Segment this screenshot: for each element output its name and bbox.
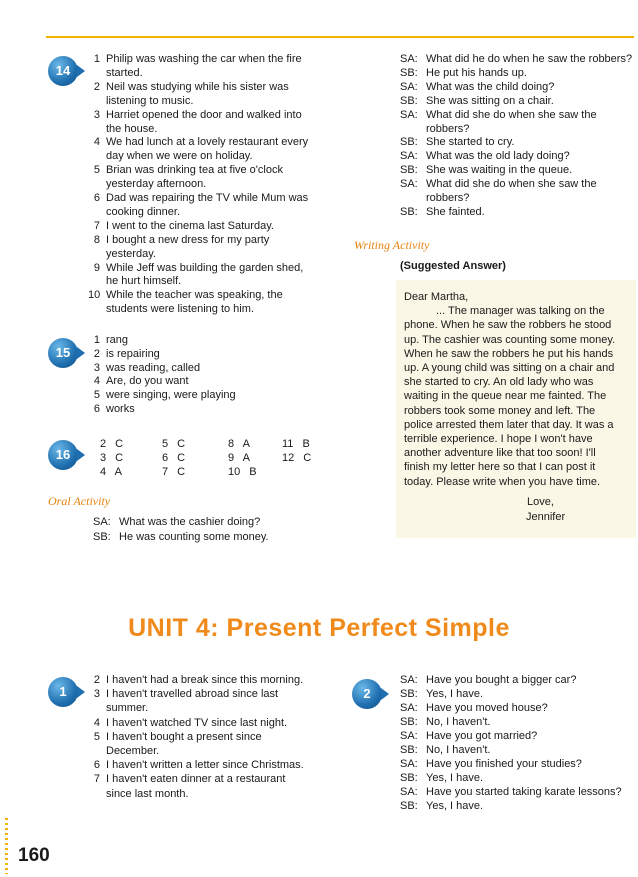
speaker-label: SB: <box>400 205 418 218</box>
dialogue-text: She was sitting on a chair. <box>426 94 554 107</box>
dialogue-line <box>400 701 636 715</box>
speaker-label: SA: <box>400 53 418 65</box>
speaker-label: SA: <box>400 150 418 163</box>
speaker-label: SA: <box>400 786 418 798</box>
dialogue-text: robbers? <box>426 122 470 135</box>
speaker-label: SB: <box>400 716 418 728</box>
letter-line: finish my letter here so that I can post it <box>404 461 596 474</box>
unit4-exercise-2-badge: 2 <box>352 679 382 709</box>
letter-line: phone. When he saw the robbers he stood <box>404 319 612 332</box>
oral-activity-heading: Oral Activity <box>48 494 111 508</box>
answer-number: 7 <box>93 773 100 786</box>
dialogue-line <box>400 66 636 80</box>
answer-text: cooking dinner. <box>106 205 180 218</box>
speaker-label: SA: <box>400 80 418 93</box>
speaker-label: SB: <box>400 772 418 784</box>
dialogue-text: Have you got married? <box>426 730 538 742</box>
answer-number: 2 <box>93 347 100 360</box>
answer-text: summer. <box>106 702 149 715</box>
dialogue-text: What did she do when she saw the <box>426 108 597 121</box>
dialogue-text: Yes, I have. <box>426 772 484 784</box>
dialogue-line <box>400 757 636 771</box>
dialogue-text: Have you moved house? <box>426 702 548 714</box>
answer-line <box>88 402 338 416</box>
speaker-label: SB: <box>400 744 418 756</box>
dialogue-text: What was the child doing? <box>426 80 555 93</box>
answer-number: 5 <box>93 389 100 402</box>
letter-line: she started to cry. An old lady who was <box>404 376 594 389</box>
speaker-label: SA: <box>400 758 418 770</box>
answer-number: 10 <box>88 289 101 302</box>
answer-text: I haven't watched TV since last night. <box>106 716 288 729</box>
answer-cell: 2 C <box>100 438 124 450</box>
answer-line <box>88 687 338 701</box>
answer-text: Harriet opened the door and walked into <box>106 108 302 121</box>
answer-line <box>88 261 348 275</box>
answer-text: the house. <box>106 122 158 135</box>
dialogue-line <box>400 729 636 743</box>
speaker-label: SB: <box>400 800 418 812</box>
answer-line <box>88 205 348 219</box>
answer-text: listening to music. <box>106 94 194 107</box>
answer-number: 9 <box>93 261 100 274</box>
answer-cell: 12 C <box>282 452 312 464</box>
answer-text: yesterday afternoon. <box>106 178 207 191</box>
speaker-label: SA: <box>400 702 418 714</box>
dialogue-line <box>400 149 636 163</box>
unit4-exercise-1-badge: 1 <box>48 677 78 707</box>
dialogue-text: He put his hands up. <box>426 66 527 79</box>
dialogue-text: robbers? <box>426 192 470 204</box>
dialogue-line <box>400 52 636 66</box>
answer-text: he hurt himself. <box>106 275 182 288</box>
answer-number: 1 <box>93 334 100 346</box>
answer-text: I went to the cinema last Saturday. <box>106 219 274 232</box>
answer-number: 7 <box>93 219 100 232</box>
answer-line <box>88 108 348 122</box>
answer-text: Brian was drinking tea at five o'clock <box>106 164 283 177</box>
answer-line <box>88 302 348 316</box>
answer-cell: 3 C <box>100 452 124 464</box>
letter-line: Dear Martha, <box>404 291 469 303</box>
dialogue-text: Yes, I have. <box>426 800 484 812</box>
speaker-label: SA: <box>93 516 111 528</box>
answer-text: I haven't travelled abroad since last <box>106 688 279 701</box>
answer-line <box>88 730 338 744</box>
answer-number: 8 <box>93 233 100 246</box>
margin-dots <box>5 818 8 874</box>
dialogue-line <box>400 785 636 799</box>
dialogue-line <box>400 205 636 219</box>
answer-line <box>88 219 348 233</box>
answer-text: students were listening to him. <box>106 303 254 316</box>
speaker-label: SB: <box>400 136 418 149</box>
answer-number: 5 <box>93 164 100 177</box>
answer-line <box>88 673 338 687</box>
answer-line <box>88 744 338 758</box>
dialogue-line <box>400 673 636 687</box>
letter-line: today. Please write when you have time. <box>404 475 601 488</box>
letter-line: ... The manager was talking on the <box>436 305 605 318</box>
answer-line <box>88 191 348 205</box>
answer-number: 2 <box>93 80 100 93</box>
answer-text: While Jeff was building the garden shed, <box>106 261 304 274</box>
dialogue-text: What did he do when he saw the robbers? <box>426 53 633 65</box>
answer-line <box>88 361 338 375</box>
answer-line <box>88 333 338 347</box>
answer-cell: 11 B <box>282 438 310 450</box>
answer-line <box>88 163 348 177</box>
letter-line: another adventure like that too soon! I'll <box>404 447 596 460</box>
dialogue-text: Have you bought a bigger car? <box>426 674 577 686</box>
dialogue-line <box>400 80 636 94</box>
dialogue-line <box>400 122 636 136</box>
answer-text: December. <box>106 745 160 757</box>
speaker-label: SB: <box>400 94 418 107</box>
answer-number: 5 <box>93 730 100 743</box>
answer-line <box>88 701 338 715</box>
answer-cell: 5 C <box>162 438 186 450</box>
letter-line: robbers took some money and left. The <box>404 404 596 417</box>
answer-line <box>88 787 338 801</box>
dialogue-line <box>400 715 636 729</box>
dialogue-text: He was counting some money. <box>119 531 269 543</box>
dialogue-text: No, I haven't. <box>426 716 491 728</box>
answer-cell: 10 B <box>228 466 257 478</box>
answer-line <box>88 347 338 361</box>
answer-text: day when we were on holiday. <box>106 150 253 163</box>
answer-cell: 7 C <box>162 466 186 478</box>
speaker-label: SA: <box>400 674 418 686</box>
answer-text: yesterday. <box>106 247 156 260</box>
dialogue-line <box>400 687 636 701</box>
letter-line: police arrested them later that day. It was a <box>404 418 614 431</box>
dialogue-text: Have you started taking karate lessons? <box>426 786 622 798</box>
dialogue-line <box>400 177 636 191</box>
answer-text: is repairing <box>106 347 160 360</box>
answer-number: 2 <box>93 674 100 686</box>
answer-number: 4 <box>93 716 100 729</box>
answer-line <box>88 233 348 247</box>
dialogue-line <box>400 771 636 785</box>
dialogue-line <box>400 135 636 149</box>
answer-line <box>88 66 348 80</box>
answer-cell: 8 A <box>228 438 250 450</box>
letter-line: up. The cashier was counting some money. <box>404 333 616 346</box>
answer-line <box>88 135 348 149</box>
speaker-label: SA: <box>400 178 418 191</box>
answer-number: 3 <box>93 688 100 701</box>
speaker-label: SB: <box>400 688 418 700</box>
dialogue-text: She was waiting in the queue. <box>426 164 573 177</box>
dialogue-line <box>93 515 343 530</box>
page-number: 160 <box>18 845 50 866</box>
answer-number: 6 <box>93 192 100 204</box>
answer-number: 3 <box>93 361 100 374</box>
unit-title: UNIT 4: Present Perfect Simple <box>128 614 510 642</box>
answer-text: was reading, called <box>106 361 201 374</box>
letter-signature: Jennifer <box>526 511 566 523</box>
dialogue-text: She fainted. <box>426 205 485 218</box>
answer-number: 3 <box>93 108 100 121</box>
answer-number: 6 <box>93 759 100 772</box>
answer-line <box>88 758 338 772</box>
speaker-label: SA: <box>400 108 418 121</box>
dialogue-line <box>400 94 636 108</box>
dialogue-line <box>400 108 636 122</box>
letter-line: up. A young child was sitting on a chair and <box>404 362 615 374</box>
answer-line <box>88 288 348 302</box>
speaker-label: SB: <box>93 531 111 543</box>
answer-cell: 4 A <box>100 466 122 478</box>
dialogue-line <box>400 191 636 205</box>
answer-text: rang <box>106 334 129 346</box>
speaker-label: SB: <box>400 164 418 177</box>
dialogue-text: What did she do when she saw the <box>426 178 597 191</box>
answer-text: We had lunch at a lovely restaurant every <box>106 136 309 149</box>
answer-text: While the teacher was speaking, the <box>106 289 283 302</box>
answer-text: started. <box>106 66 143 79</box>
dialogue-line <box>400 799 636 813</box>
speaker-label: SA: <box>400 730 418 742</box>
top-rule <box>46 36 634 38</box>
writing-activity-heading: Writing Activity <box>354 238 430 252</box>
answer-number: 1 <box>93 53 100 65</box>
answer-number: 6 <box>93 403 100 415</box>
exercise-16-badge: 16 <box>48 440 78 470</box>
speaker-label: SB: <box>400 66 418 79</box>
dialogue-text: Have you finished your studies? <box>426 758 582 770</box>
answer-line <box>88 274 348 288</box>
answer-line <box>88 80 348 94</box>
answer-text: Are, do you want <box>106 375 189 388</box>
answer-text: were singing, were playing <box>106 389 236 402</box>
answer-cell: 9 A <box>228 452 250 464</box>
dialogue-line <box>93 530 343 545</box>
answer-line <box>88 716 338 730</box>
letter-line: When he saw the robbers he put his hands <box>404 347 614 360</box>
answer-line <box>88 247 348 261</box>
answer-line <box>88 772 338 786</box>
dialogue-text: She started to cry. <box>426 136 515 149</box>
answer-text: I haven't written a letter since Christmas. <box>106 759 304 772</box>
answer-text: Philip was washing the car when the fire <box>106 53 302 65</box>
answer-text: I bought a new dress for my party <box>106 233 270 246</box>
dialogue-text: What was the old lady doing? <box>426 150 570 163</box>
answer-text: I haven't bought a present since <box>106 730 262 743</box>
answer-text: Dad was repairing the TV while Mum was <box>106 192 309 204</box>
answer-line <box>88 388 338 402</box>
exercise-15-badge: 15 <box>48 338 78 368</box>
dialogue-text: Yes, I have. <box>426 688 484 700</box>
exercise-14-badge: 14 <box>48 56 78 86</box>
dialogue-line <box>400 743 636 757</box>
answer-text: works <box>106 403 135 415</box>
letter-line: waiting in the queue near me fainted. The <box>404 390 607 403</box>
dialogue-line <box>400 163 636 177</box>
answer-line <box>88 177 348 191</box>
letter-line: terrible experience. I hope I won't have <box>404 433 593 445</box>
answer-line <box>88 52 348 66</box>
dialogue-text: No, I haven't. <box>426 744 491 756</box>
answer-line <box>88 122 348 136</box>
answer-text: I haven't had a break since this morning. <box>106 674 304 686</box>
dialogue-text: What was the cashier doing? <box>119 516 261 528</box>
letter-closing: Love, <box>527 496 554 508</box>
answer-number: 4 <box>93 375 100 388</box>
answer-text: Neil was studying while his sister was <box>106 80 289 93</box>
answer-cell: 6 C <box>162 452 186 464</box>
answer-number: 4 <box>93 136 100 149</box>
answer-line <box>88 94 348 108</box>
answer-text: since last month. <box>106 787 189 800</box>
suggested-answer-label: (Suggested Answer) <box>400 260 506 272</box>
answer-line <box>88 374 338 388</box>
answer-line <box>88 149 348 163</box>
answer-text: I haven't eaten dinner at a restaurant <box>106 773 286 786</box>
